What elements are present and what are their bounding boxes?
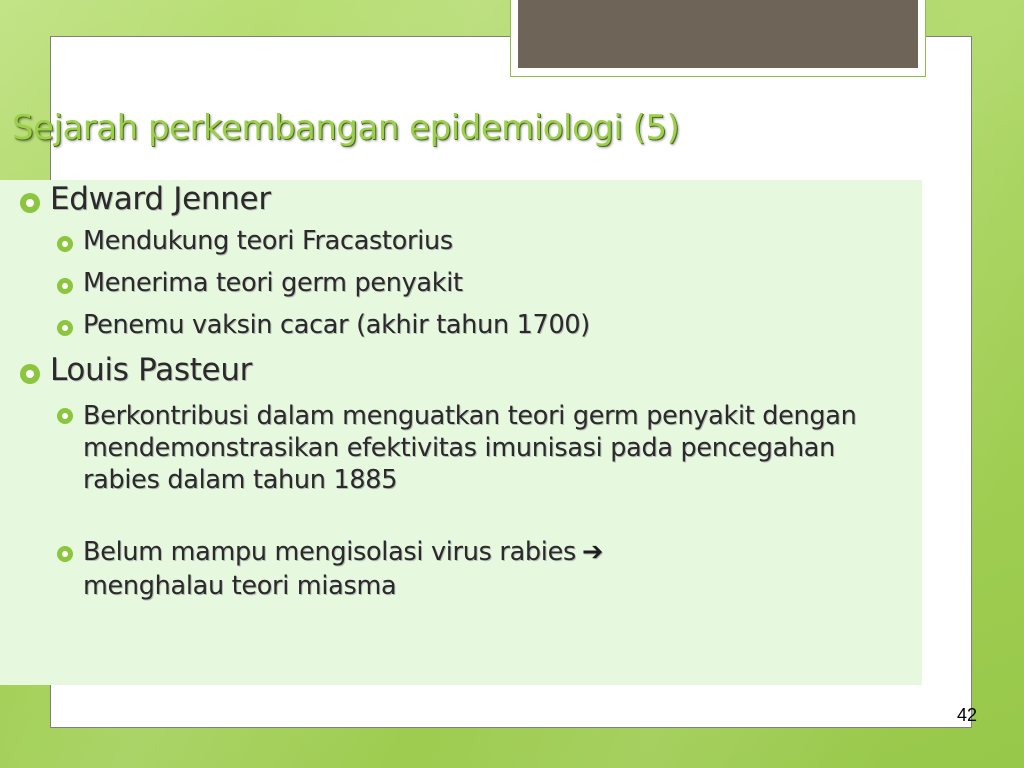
header-photo [518, 0, 918, 68]
arrow-right-icon: ➔ [581, 537, 604, 567]
list-item-edward-jenner: Edward Jenner [50, 181, 271, 217]
bullet-icon [20, 193, 40, 213]
sub-item: Menerima teori germ penyakit [83, 268, 463, 298]
sub-item: Berkontribusi dalam menguatkan teori germ penyakit dengan mendemonstrasikan efektivitas imunisasi pada pencegahan rabies dalam tahun 1885 [83, 401, 857, 495]
bullet-icon [57, 236, 73, 252]
sub-item: Penemu vaksin cacar (akhir tahun 1700) [83, 310, 590, 340]
slide-title: Sejarah perkembangan epidemiologi (5) [12, 108, 680, 148]
sub-item: Mendukung teori Fracastorius [83, 226, 453, 256]
bullet-icon [57, 320, 73, 336]
list-item-louis-pasteur: Louis Pasteur [50, 352, 253, 388]
bullet-icon [57, 278, 73, 294]
sub-item-text: Belum mampu mengisolasi virus rabies [83, 537, 576, 567]
sub-item-continuation: menghalau teori miasma [83, 571, 397, 601]
page-number: 42 [957, 705, 978, 725]
bullet-icon [57, 408, 73, 424]
bullet-icon [57, 546, 73, 562]
sub-item-line [83, 537, 603, 567]
bullet-icon [20, 364, 40, 384]
